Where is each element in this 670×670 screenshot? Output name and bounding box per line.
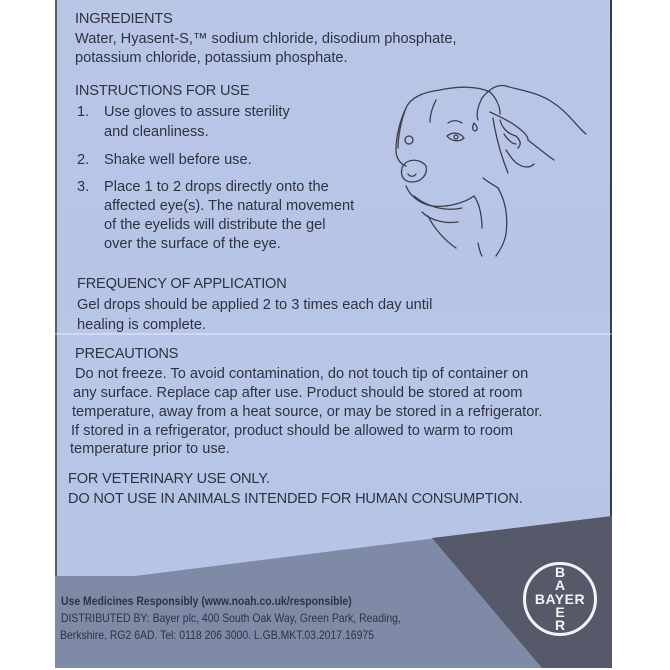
leaflet-paper xyxy=(55,0,612,668)
instruction-number: 2. xyxy=(77,152,90,168)
footer-distributor: DISTRIBUTED BY: Bayer plc, 400 South Oak Way, Green Park, Reading, xyxy=(61,612,401,625)
frequency-heading: FREQUENCY OF APPLICATION xyxy=(77,276,287,292)
precautions-line-4: If stored in a refrigerator, product should be allowed to warm to room xyxy=(71,423,514,439)
instruction-text: over the surface of the eye. xyxy=(104,236,281,252)
instruction-item-1 xyxy=(77,103,377,143)
precautions-line-5: temperature prior to use. xyxy=(70,441,230,457)
logo-letter: A xyxy=(554,576,566,593)
instruction-text: affected eye(s). The natural movement xyxy=(104,198,355,214)
bayer-cross-logo-icon xyxy=(523,562,597,636)
precautions-heading: PRECAUTIONS xyxy=(75,346,179,362)
logo-horizontal: BAYER xyxy=(534,591,586,607)
dog-eye-drop-illustration-icon xyxy=(378,78,598,268)
instruction-text: Shake well before use. xyxy=(104,152,252,168)
ingredients-line-2: potassium chloride, potassium phosphate. xyxy=(75,50,348,66)
veterinary-warning: FOR VETERINARY USE ONLY. xyxy=(68,471,270,487)
ingredients-heading: INGREDIENTS xyxy=(75,11,173,27)
logo-letter: R xyxy=(554,616,566,633)
precautions-line-1: Do not freeze. To avoid contamination, do not touch tip of container on xyxy=(75,366,529,382)
instruction-text: Use gloves to assure sterility xyxy=(104,104,290,120)
instructions-heading: INSTRUCTIONS FOR USE xyxy=(75,83,250,99)
instruction-item-2 xyxy=(77,151,377,171)
precautions-line-3: temperature, away from a heat source, or may be stored in a refrigerator. xyxy=(72,404,543,420)
instruction-text: Place 1 to 2 drops directly onto the xyxy=(104,179,329,195)
frequency-line-2: healing is complete. xyxy=(77,317,206,333)
instruction-text: of the eyelids will distribute the gel xyxy=(104,217,326,233)
precautions-line-2: any surface. Replace cap after use. Product should be stored at room xyxy=(73,385,523,401)
ingredients-line-1: Water, Hyasent-S,™ sodium chloride, disodium phosphate, xyxy=(75,31,457,47)
instruction-item-3 xyxy=(77,178,377,258)
frequency-line-1: Gel drops should be applied 2 to 3 times each day until xyxy=(77,297,433,313)
instruction-number: 3. xyxy=(77,179,90,195)
footer-contact: Berkshire, RG2 6AD. Tel: 0118 206 3000. L.GB.MKT.03.2017.16975 xyxy=(60,629,375,642)
instruction-text: and cleanliness. xyxy=(104,124,209,140)
consumption-warning: DO NOT USE IN ANIMALS INTENDED FOR HUMAN CONSUMPTION. xyxy=(68,491,523,507)
logo-letter: E xyxy=(555,604,565,620)
footer-responsible-use: Use Medicines Responsibly (www.noah.co.uk/responsible) xyxy=(61,595,352,608)
logo-letter: B xyxy=(554,564,566,580)
instruction-number: 1. xyxy=(77,104,90,120)
